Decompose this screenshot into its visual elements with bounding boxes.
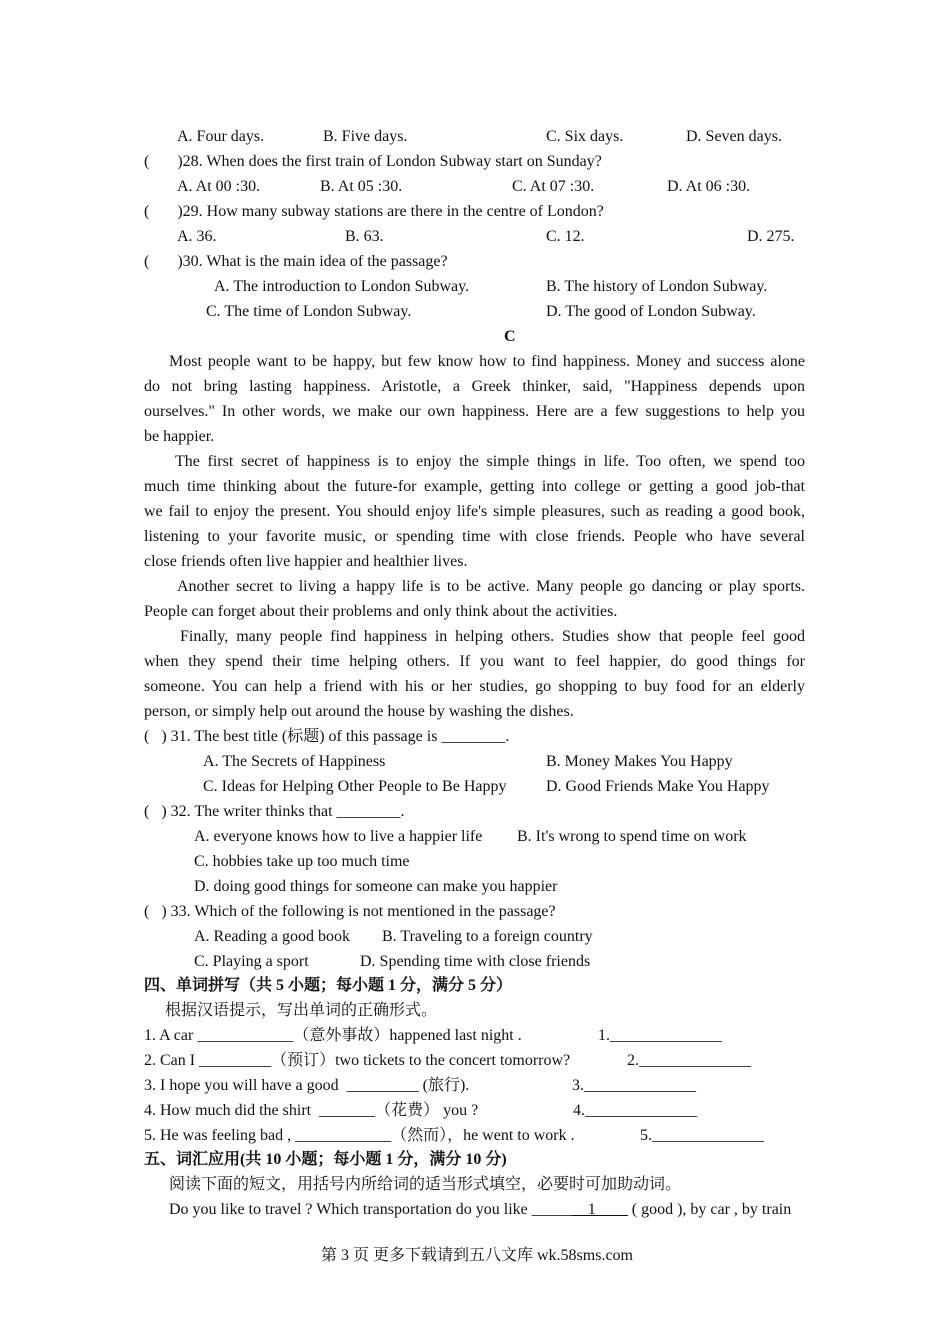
answer-blank[interactable]: 5.______________ xyxy=(640,1127,764,1144)
option: C. Six days. xyxy=(546,128,624,145)
option: B. Five days. xyxy=(323,128,408,145)
answer-blank[interactable]: 4.______________ xyxy=(573,1102,697,1119)
option: D. 275. xyxy=(747,228,795,245)
option: A. Four days. xyxy=(177,128,265,145)
option: C. Playing a sport xyxy=(194,953,309,970)
option: B. It's wrong to spend time on work xyxy=(517,828,747,845)
part5-instruction: 阅读下面的短文，用括号内所给词的适当形式填空，必要时可加助动词。 xyxy=(169,1176,682,1193)
option: C. At 07 :30. xyxy=(512,178,595,195)
passage-line: person, or simply help out around the house by washing the dishes. xyxy=(144,703,574,720)
passage-line: be happier. xyxy=(144,428,215,445)
option: A. everyone knows how to live a happier life xyxy=(194,828,483,845)
passage-line: The first secret of happiness is to enjoy the simple things in life. Too often, we spend too xyxy=(175,453,805,470)
option: B. Traveling to a foreign country xyxy=(382,928,593,945)
passage-line: listening to your favorite music, or spending time with close friends. People who have several xyxy=(144,528,805,545)
passage-line: Most people want to be happy, but few know how to find happiness. Money and success alone xyxy=(169,353,805,370)
spelling-question: 1. A car ____________（意外事故）happened last night . xyxy=(144,1027,522,1044)
passage-line: much time thinking about the future-for example, getting into college or getting a good job-that xyxy=(144,478,805,495)
question-30: ( )30. What is the main idea of the passage? xyxy=(144,253,448,270)
passage-line: we fail to enjoy the present. You should enjoy life's simple pleasures, such as reading a good book, xyxy=(144,503,805,520)
page-footer: 第 3 页 更多下载请到五八文库 wk.58sms.com xyxy=(321,1247,634,1264)
question-33: ( ) 33. Which of the following is not mentioned in the passage? xyxy=(144,903,556,920)
question-32: ( ) 32. The writer thinks that ________. xyxy=(144,803,405,820)
option: D. doing good things for someone can make you happier xyxy=(194,878,558,895)
part4-instruction: 根据汉语提示，写出单词的正确形式。 xyxy=(165,1002,438,1019)
answer-blank[interactable]: 2.______________ xyxy=(627,1052,751,1069)
passage-line: Another secret to living a happy life is to be active. Many people go dancing or play sports. xyxy=(177,578,805,595)
option: A. 36. xyxy=(177,228,217,245)
option: B. 63. xyxy=(345,228,384,245)
question-29: ( )29. How many subway stations are there in the centre of London? xyxy=(144,203,604,220)
option: D. Seven days. xyxy=(686,128,782,145)
section-heading: C xyxy=(504,328,516,345)
option: D. Spending time with close friends xyxy=(360,953,591,970)
option: B. The history of London Subway. xyxy=(546,278,768,295)
option: D. At 06 :30. xyxy=(667,178,751,195)
question-31: ( ) 31. The best title (标题) of this passage is ________. xyxy=(144,728,510,745)
option: A. The Secrets of Happiness xyxy=(203,753,386,770)
option: C. The time of London Subway. xyxy=(206,303,412,320)
passage-line: do not bring lasting happiness. Aristotle, a Greek thinker, said, "Happiness depends upon xyxy=(144,378,805,395)
spelling-question: 3. I hope you will have a good _________ (旅行). xyxy=(144,1077,470,1094)
option: A. Reading a good book xyxy=(194,928,350,945)
option: D. Good Friends Make You Happy xyxy=(546,778,770,795)
answer-blank[interactable]: 1.______________ xyxy=(598,1027,722,1044)
passage-line: Finally, many people find happiness in helping others. Studies show that people feel good xyxy=(180,628,805,645)
passage-line: someone. You can help a friend with his or her studies, go shopping to buy food for an elderly xyxy=(144,678,805,695)
passage-line: ourselves." In other words, we make our own happiness. Here are a few suggestions to help you xyxy=(144,403,805,420)
text: Do you like to travel ? Which transportation do you like _____ xyxy=(169,1201,572,1218)
spelling-question: 2. Can I _________（预订）two tickets to the concert tomorrow? xyxy=(144,1052,571,1069)
option: D. The good of London Subway. xyxy=(546,303,756,320)
spelling-question: 4. How much did the shirt _______（花费） you ? xyxy=(144,1102,479,1119)
option: C. Ideas for Helping Other People to Be Happy xyxy=(203,778,507,795)
option: C. 12. xyxy=(546,228,585,245)
passage-line: People can forget about their problems and only think about the activities. xyxy=(144,603,618,620)
part5-text xyxy=(169,1200,791,1220)
option: A. The introduction to London Subway. xyxy=(214,278,470,295)
option: C. hobbies take up too much time xyxy=(194,853,410,870)
part4-title: 四、单词拼写（共 5 小题；每小题 1 分，满分 5 分） xyxy=(144,977,513,994)
text: ( good ), by car , by train xyxy=(627,1201,792,1218)
answer-blank[interactable]: 3.______________ xyxy=(572,1077,696,1094)
passage-line: close friends often live happier and healthier lives. xyxy=(144,553,468,570)
answer-blank[interactable]: __1____ xyxy=(571,1201,628,1218)
question-28: ( )28. When does the first train of London Subway start on Sunday? xyxy=(144,153,602,170)
option: A. At 00 :30. xyxy=(177,178,261,195)
passage-line: when they spend their time helping others. If you want to feel happier, do good things for xyxy=(144,653,805,670)
part5-title: 五、词汇应用(共 10 小题；每小题 1 分，满分 10 分) xyxy=(144,1151,507,1168)
option: B. At 05 :30. xyxy=(320,178,403,195)
option: B. Money Makes You Happy xyxy=(546,753,733,770)
spelling-question: 5. He was feeling bad , ____________（然而），he went to work . xyxy=(144,1127,575,1144)
